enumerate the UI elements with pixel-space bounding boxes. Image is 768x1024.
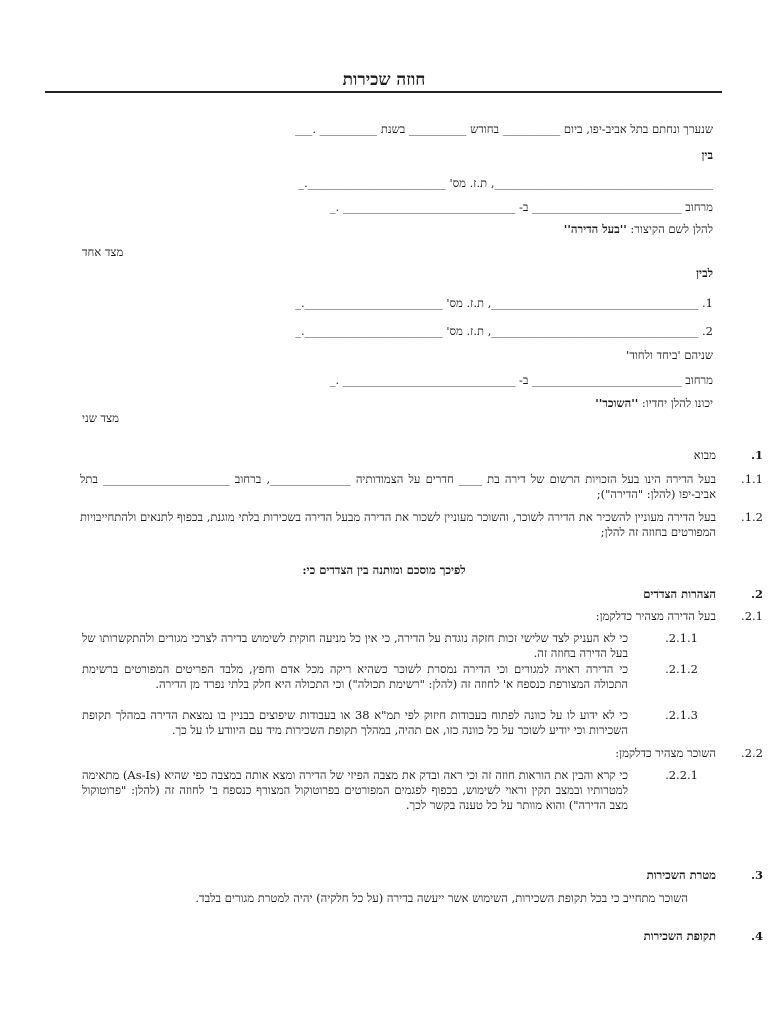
landlord-address-line: מרחוב __________________________ ב- ______________________________ ._	[329, 200, 713, 214]
section-2-1-2-text: כי הדירה ראויה למגורים וכי הדירה נמסרת לשוכר כשהיא ריקה מכל אדם וחפץ, מלבד הפריטים המפורטים ברשימת התכולה המצורפת כנספח א' לחוזה זה (להלן: "רשימת תכולה") וכי התכולה היא חלק בלתי נפרד מן הדירה.	[82, 662, 628, 691]
title-divider	[45, 91, 722, 93]
tenants-side-label: מצד שני	[82, 411, 119, 425]
tenants-jointly: שניהם 'ביחד ולחוד'	[626, 348, 713, 362]
section-2-2-number: 2.2.	[741, 746, 763, 760]
landlord-alias: ''בעל הדירה''	[563, 222, 627, 236]
landlord-alias-line	[564, 222, 713, 236]
and-label: לבין	[696, 266, 713, 280]
section-3-title: מטרת השכירות	[646, 868, 716, 882]
tenants-alias-line	[595, 396, 713, 410]
section-2-number: 2.	[750, 587, 763, 601]
landlord-id-line: ______________________________________, ת.ז. מס' ________________________._	[298, 176, 713, 190]
agreed-heading: לפיכך מוסכם ומותנה בין הצדדים כי:	[302, 563, 466, 577]
section-3-number: 3.	[750, 868, 763, 882]
section-2-2-1-number: 2.2.1.	[665, 768, 698, 782]
landlord-alias-prefix: להלן לשם הקיצור:	[626, 222, 713, 236]
section-2-1-1-number: 2.1.1.	[665, 631, 698, 645]
section-2-1-number: 2.1.	[741, 609, 763, 623]
section-1-2-number: 1.2.	[741, 510, 763, 524]
section-2-2-text: השוכר מצהיר כדלקמן:	[615, 746, 716, 760]
landlord-side-label: מצד אחד	[82, 245, 124, 259]
tenant-1-line: 1. ____________________________________, ת.ז. מס' ________________________._	[295, 296, 713, 310]
section-3-text: השוכר מתחייב כי בכל תקופת השכירות, השימוש אשר ייעשה בדירה (על כל חלקיה) יהיה למטרת מגורים בלבד.	[195, 891, 688, 905]
section-2-1-3-number: 2.1.3.	[665, 708, 698, 722]
tenants-alias: ''השוכר''	[595, 396, 639, 410]
section-2-2-1-text: כי קרא והבין את הוראות חוזה זה וכי ראה ובדק את מצבה הפיזי של הדירה ומצא אותה במצבה כפי שהיא (As-Is) מתאימה למטרותיו ובמצב תקין וראוי לשימוש, בכפוף לפגמים המפורטים בפרוטוקול המצורף כנספח ב' לחוזה זה (להלן: "פרוטוקול מצב הדירה") והוא מוותר על כל טענה בקשר לכך.	[82, 768, 628, 812]
page-title: חוזה שכירות	[342, 70, 426, 90]
intro-line: שנערך ונחתם בתל אביב-יפו, ביום __________ בחודש __________ בשנת __________ .___	[295, 122, 713, 136]
section-2-title: הצהרות הצדדים	[643, 587, 716, 601]
between-label: בין	[701, 148, 713, 162]
section-1-number: 1.	[750, 448, 763, 462]
section-4-number: 4.	[750, 929, 763, 943]
section-1-1-text: בעל הדירה הינו בעל הזכויות הרשום של דירה בת ____ חדרים על הצמודותיה ______________, ברחוב ______________________ בתל אביב-יפו (להלן: "הדירה");	[80, 472, 716, 501]
section-1-1-number: 1.1.	[741, 472, 763, 486]
section-2-1-text: בעל הדירה מצהיר כדלקמן:	[595, 609, 716, 623]
section-4-title: תקופת השכירות	[643, 929, 716, 943]
section-2-1-3-text: כי לא ידוע לו על כוונה לפתוח בעבודות חיזוק לפי תמ"א 38 או בעבודות שיפוצים בבניין בו נמצאת הדירה במהלך תקופת השכירות וכי יודיע לשוכר על כל כוונה כזו, אם תהיה, במהלך תקופת השכירות מיד עם היוודע לו על כך.	[82, 708, 628, 737]
tenants-alias-prefix: יכונו להלן יחדיו:	[638, 396, 713, 410]
tenant-2-line: 2. ____________________________________, ת.ז. מס' ________________________._	[295, 324, 713, 338]
section-2-1-2-number: 2.1.2.	[665, 662, 698, 676]
section-2-1-1-text: כי לא העניק לצד שלישי זכות חזקה נוגדת על הדירה, כי אין כל מניעה חוקית לשימוש בדירה לצרכי מגורים ולהתקשרותו של בעל הדירה בחוזה זה.	[82, 631, 628, 660]
section-1-title: מבוא	[693, 448, 716, 462]
tenants-address-line: מרחוב __________________________ ב- ______________________________ ._	[329, 373, 713, 387]
section-1-2-text: בעל הדירה מעוניין להשכיר את הדירה לשוכר, והשוכר מעוניין לשכור את הדירה מבעל הדירה בשכירות בלתי מוגנת, בכפוף לתנאים ולהתחייבויות המפורטים בחוזה זה להלן;	[80, 510, 716, 539]
